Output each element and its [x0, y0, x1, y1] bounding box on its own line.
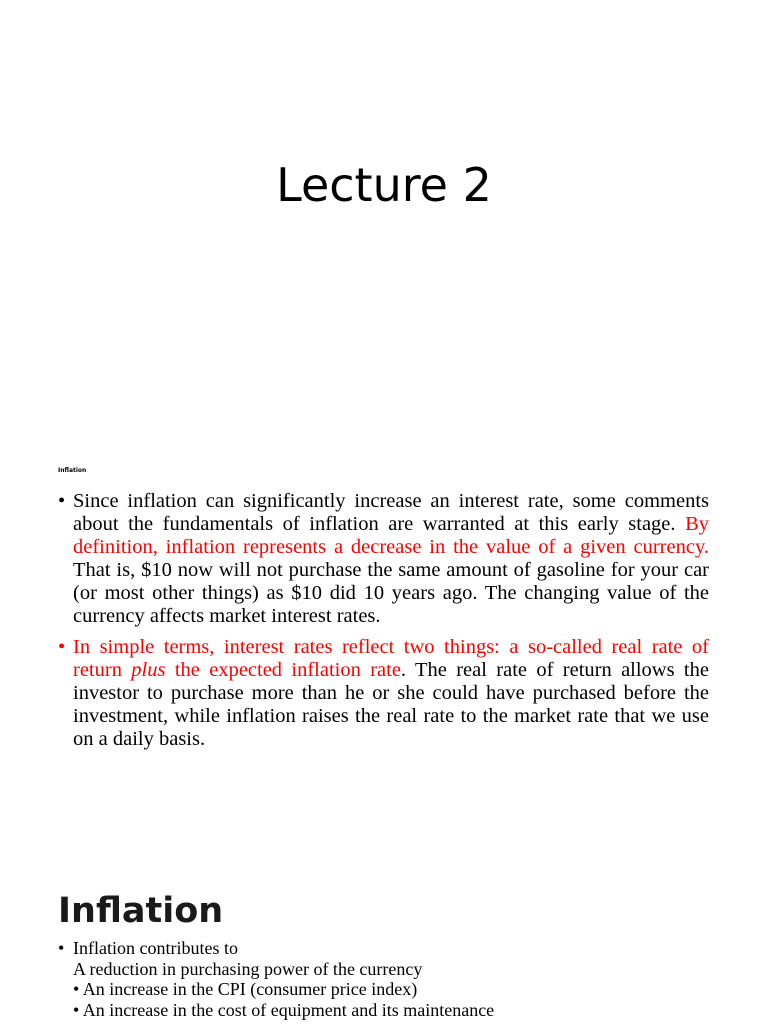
list-line-2: A reduction in purchasing power of the currency [73, 958, 423, 979]
inflation-bullet-list [58, 490, 709, 759]
list-item [58, 938, 718, 959]
bullet1-definition-red: By definition, inflation represents a decrease in the value of a given currency. [73, 513, 709, 558]
bullet-item-2 [58, 636, 709, 751]
bullet1-text-part1: Since inflation can significantly increase an interest rate, some comments about the fundamentals of inflation are warranted at this early stage. [73, 490, 709, 535]
bullet-dot-icon: • [58, 490, 66, 512]
slide-title-inflation-small: Inflation [58, 467, 87, 474]
bullet-dot-icon: • [58, 938, 65, 958]
list-line-3: • An increase in the CPI (consumer price index) [73, 979, 418, 999]
bullet2-red-part1: In simple terms, interest rates reflect two things: a so-called real rate of return [73, 636, 709, 681]
slide-title-lecture: Lecture 2 [276, 158, 492, 212]
bullet2-red-italic: plus [131, 659, 166, 681]
bullet1-text-part2: That is, $10 now will not purchase the same amount of gasoline for your car (or most other things) as $10 did 10 years ago. The changing value of the currency affects market interest rates. [73, 559, 709, 627]
bullet-dot-icon: • [58, 636, 66, 658]
list-item [58, 1000, 718, 1021]
bullet2-text: . The real rate of return allows the investor to purchase more than he or she could have purchased before the investment, while inflation raises the real rate to the market rate that we use on a daily basis. [73, 659, 709, 750]
list-item [58, 979, 718, 1000]
bullet-item-1 [58, 490, 709, 628]
inflation-heading: Inflation [58, 891, 224, 931]
bullet2-red-part2: the expected inflation rate [165, 659, 401, 681]
list-item [58, 959, 718, 980]
list-line-4: • An increase in the cost of equipment and its maintenance [73, 999, 495, 1020]
list-line-1: Inflation contributes to [73, 938, 238, 958]
inflation-contributes-list [58, 938, 718, 1020]
